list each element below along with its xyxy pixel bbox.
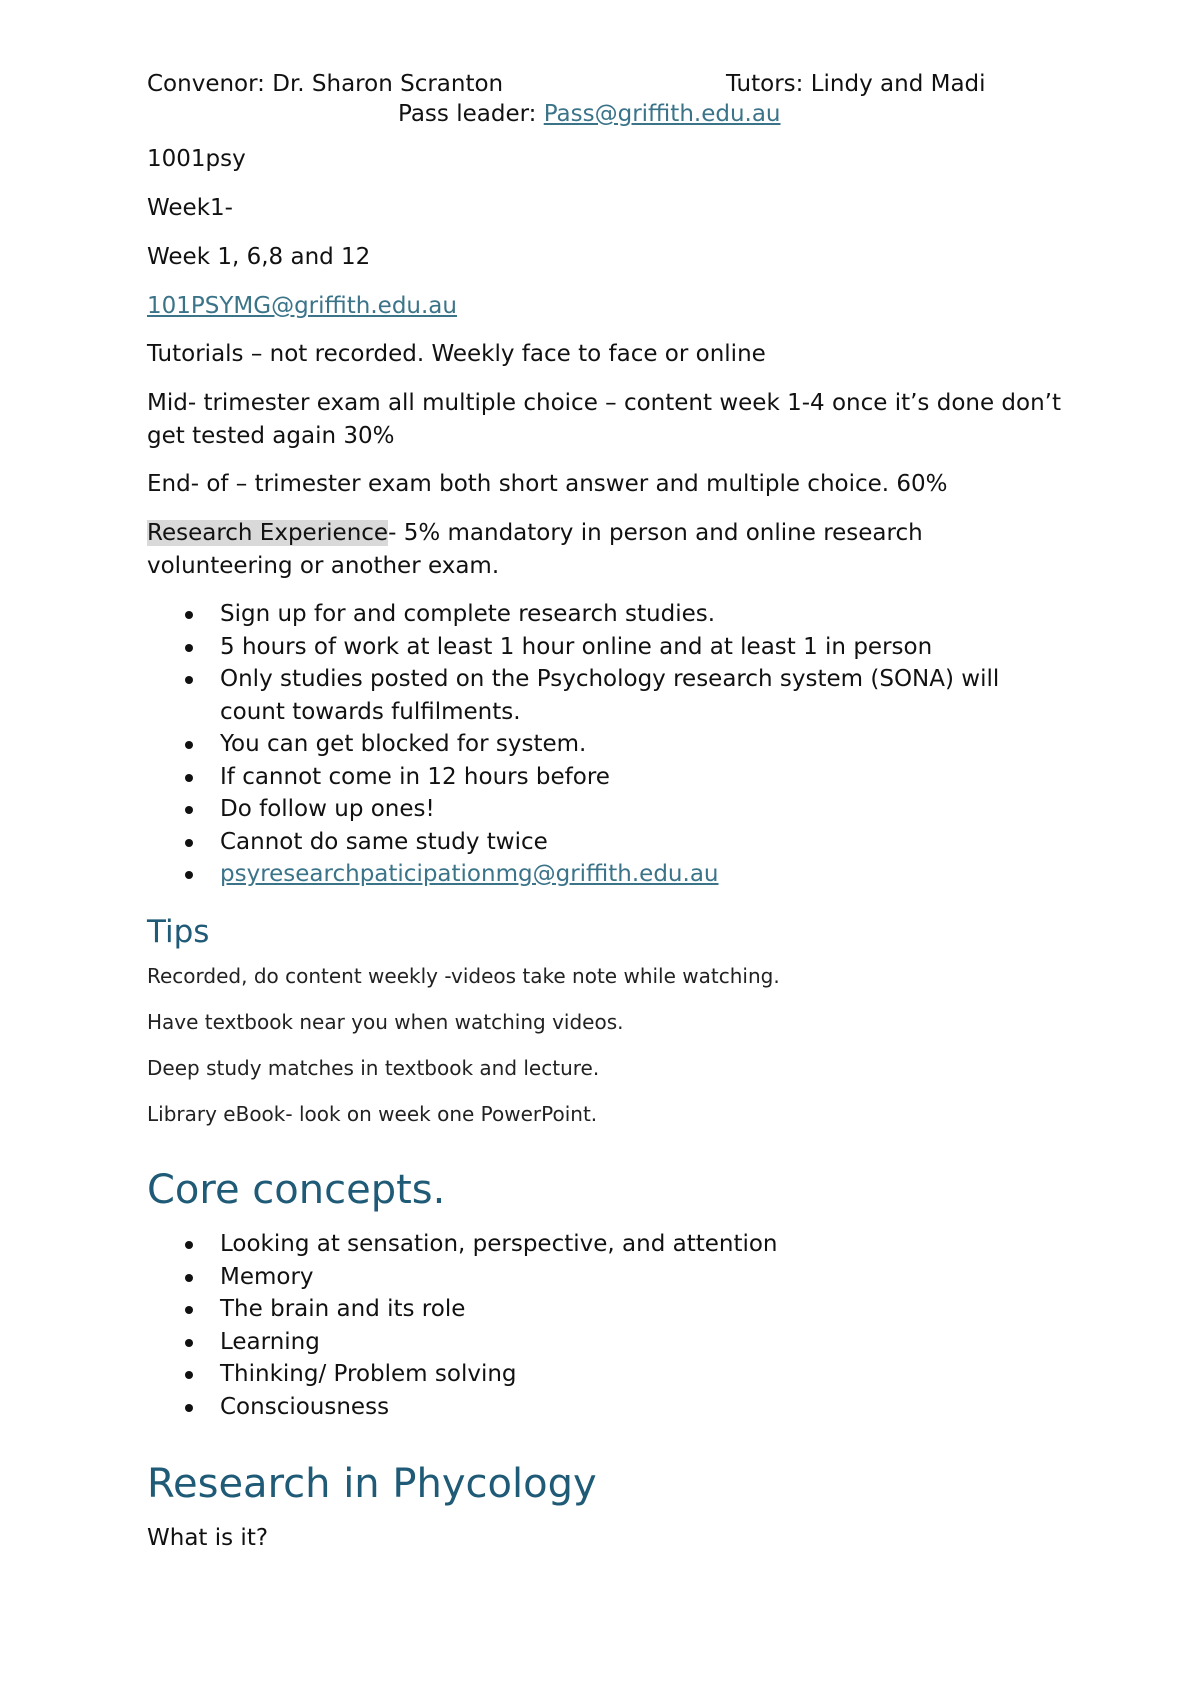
pass-leader-line (398, 98, 781, 131)
research-experience-text: - 5% mandatory in person and online research volunteering or another exam. (147, 520, 923, 579)
tip-item: Library eBook- look on week one PowerPoint. (147, 1102, 598, 1126)
research-bullet-list (147, 598, 1067, 891)
pass-leader-email-link[interactable]: Pass@griffith.edu.au (543, 101, 781, 127)
bullet-icon (185, 1339, 193, 1347)
list-item: Consciousness (147, 1391, 1067, 1424)
research-experience-label: Research Experience (147, 520, 389, 546)
bullet-icon (185, 1371, 193, 1379)
research-in-phycology-heading: Research in Phycology (147, 1461, 597, 1507)
bullet-icon (185, 806, 193, 814)
bullet-icon (185, 774, 193, 782)
list-item: Cannot do same study twice (147, 826, 1067, 859)
list-item: If cannot come in 12 hours before (147, 761, 1067, 794)
course-code: 1001psy (147, 146, 246, 172)
tips-heading: Tips (147, 914, 210, 950)
tutors-text: Tutors: Lindy and Madi (726, 71, 986, 97)
list-item: The brain and its role (147, 1293, 1067, 1326)
course-email-line (147, 290, 457, 323)
list-item (147, 858, 1067, 891)
research-participation-email-link[interactable]: psyresearchpaticipationmg@griffith.edu.au (220, 861, 719, 887)
bullet-icon (185, 676, 193, 684)
bullet-icon (185, 1274, 193, 1282)
list-item: Do follow up ones! (147, 793, 1067, 826)
tip-item: Recorded, do content weekly -videos take note while watching. (147, 964, 780, 988)
list-item: Only studies posted on the Psychology research system (SONA) will count towards fulfilments. (147, 663, 1067, 728)
list-item: 5 hours of work at least 1 hour online and at least 1 in person (147, 631, 1067, 664)
list-item: You can get blocked for system. (147, 728, 1067, 761)
bullet-icon (185, 1306, 193, 1314)
research-experience-paragraph (147, 517, 1067, 583)
bullet-icon (185, 839, 193, 847)
bullet-icon (185, 741, 193, 749)
list-item: Looking at sensation, perspective, and attention (147, 1228, 1067, 1261)
bullet-icon (185, 644, 193, 652)
bullet-icon (185, 871, 193, 879)
end-exam-text: End- of – trimester exam both short answer and multiple choice. 60% (147, 471, 948, 497)
list-item: Sign up for and complete research studies. (147, 598, 1067, 631)
week-label: Week1- (147, 195, 233, 221)
course-email-link[interactable]: 101PSYMG@griffith.edu.au (147, 293, 457, 319)
tip-item: Deep study matches in textbook and lecture. (147, 1056, 600, 1080)
bullet-icon (185, 1241, 193, 1249)
tip-item: Have textbook near you when watching videos. (147, 1010, 624, 1034)
bullet-icon (185, 1404, 193, 1412)
convenor-text: Convenor: Dr. Sharon Scranton (147, 71, 504, 97)
list-item: Memory (147, 1261, 1067, 1294)
what-is-it-text: What is it? (147, 1525, 269, 1551)
pass-leader-label: Pass leader: (398, 101, 544, 127)
weeks-text: Week 1, 6,8 and 12 (147, 244, 371, 270)
core-concepts-list (147, 1228, 1067, 1423)
tutorials-text: Tutorials – not recorded. Weekly face to face or online (147, 341, 766, 367)
core-concepts-heading: Core concepts. (147, 1167, 446, 1213)
list-item: Thinking/ Problem solving (147, 1358, 1067, 1391)
bullet-icon (185, 611, 193, 619)
list-item: Learning (147, 1326, 1067, 1359)
mid-exam-text: Mid- trimester exam all multiple choice – content week 1-4 once it’s done don’t get tested again 30% (147, 390, 1062, 449)
